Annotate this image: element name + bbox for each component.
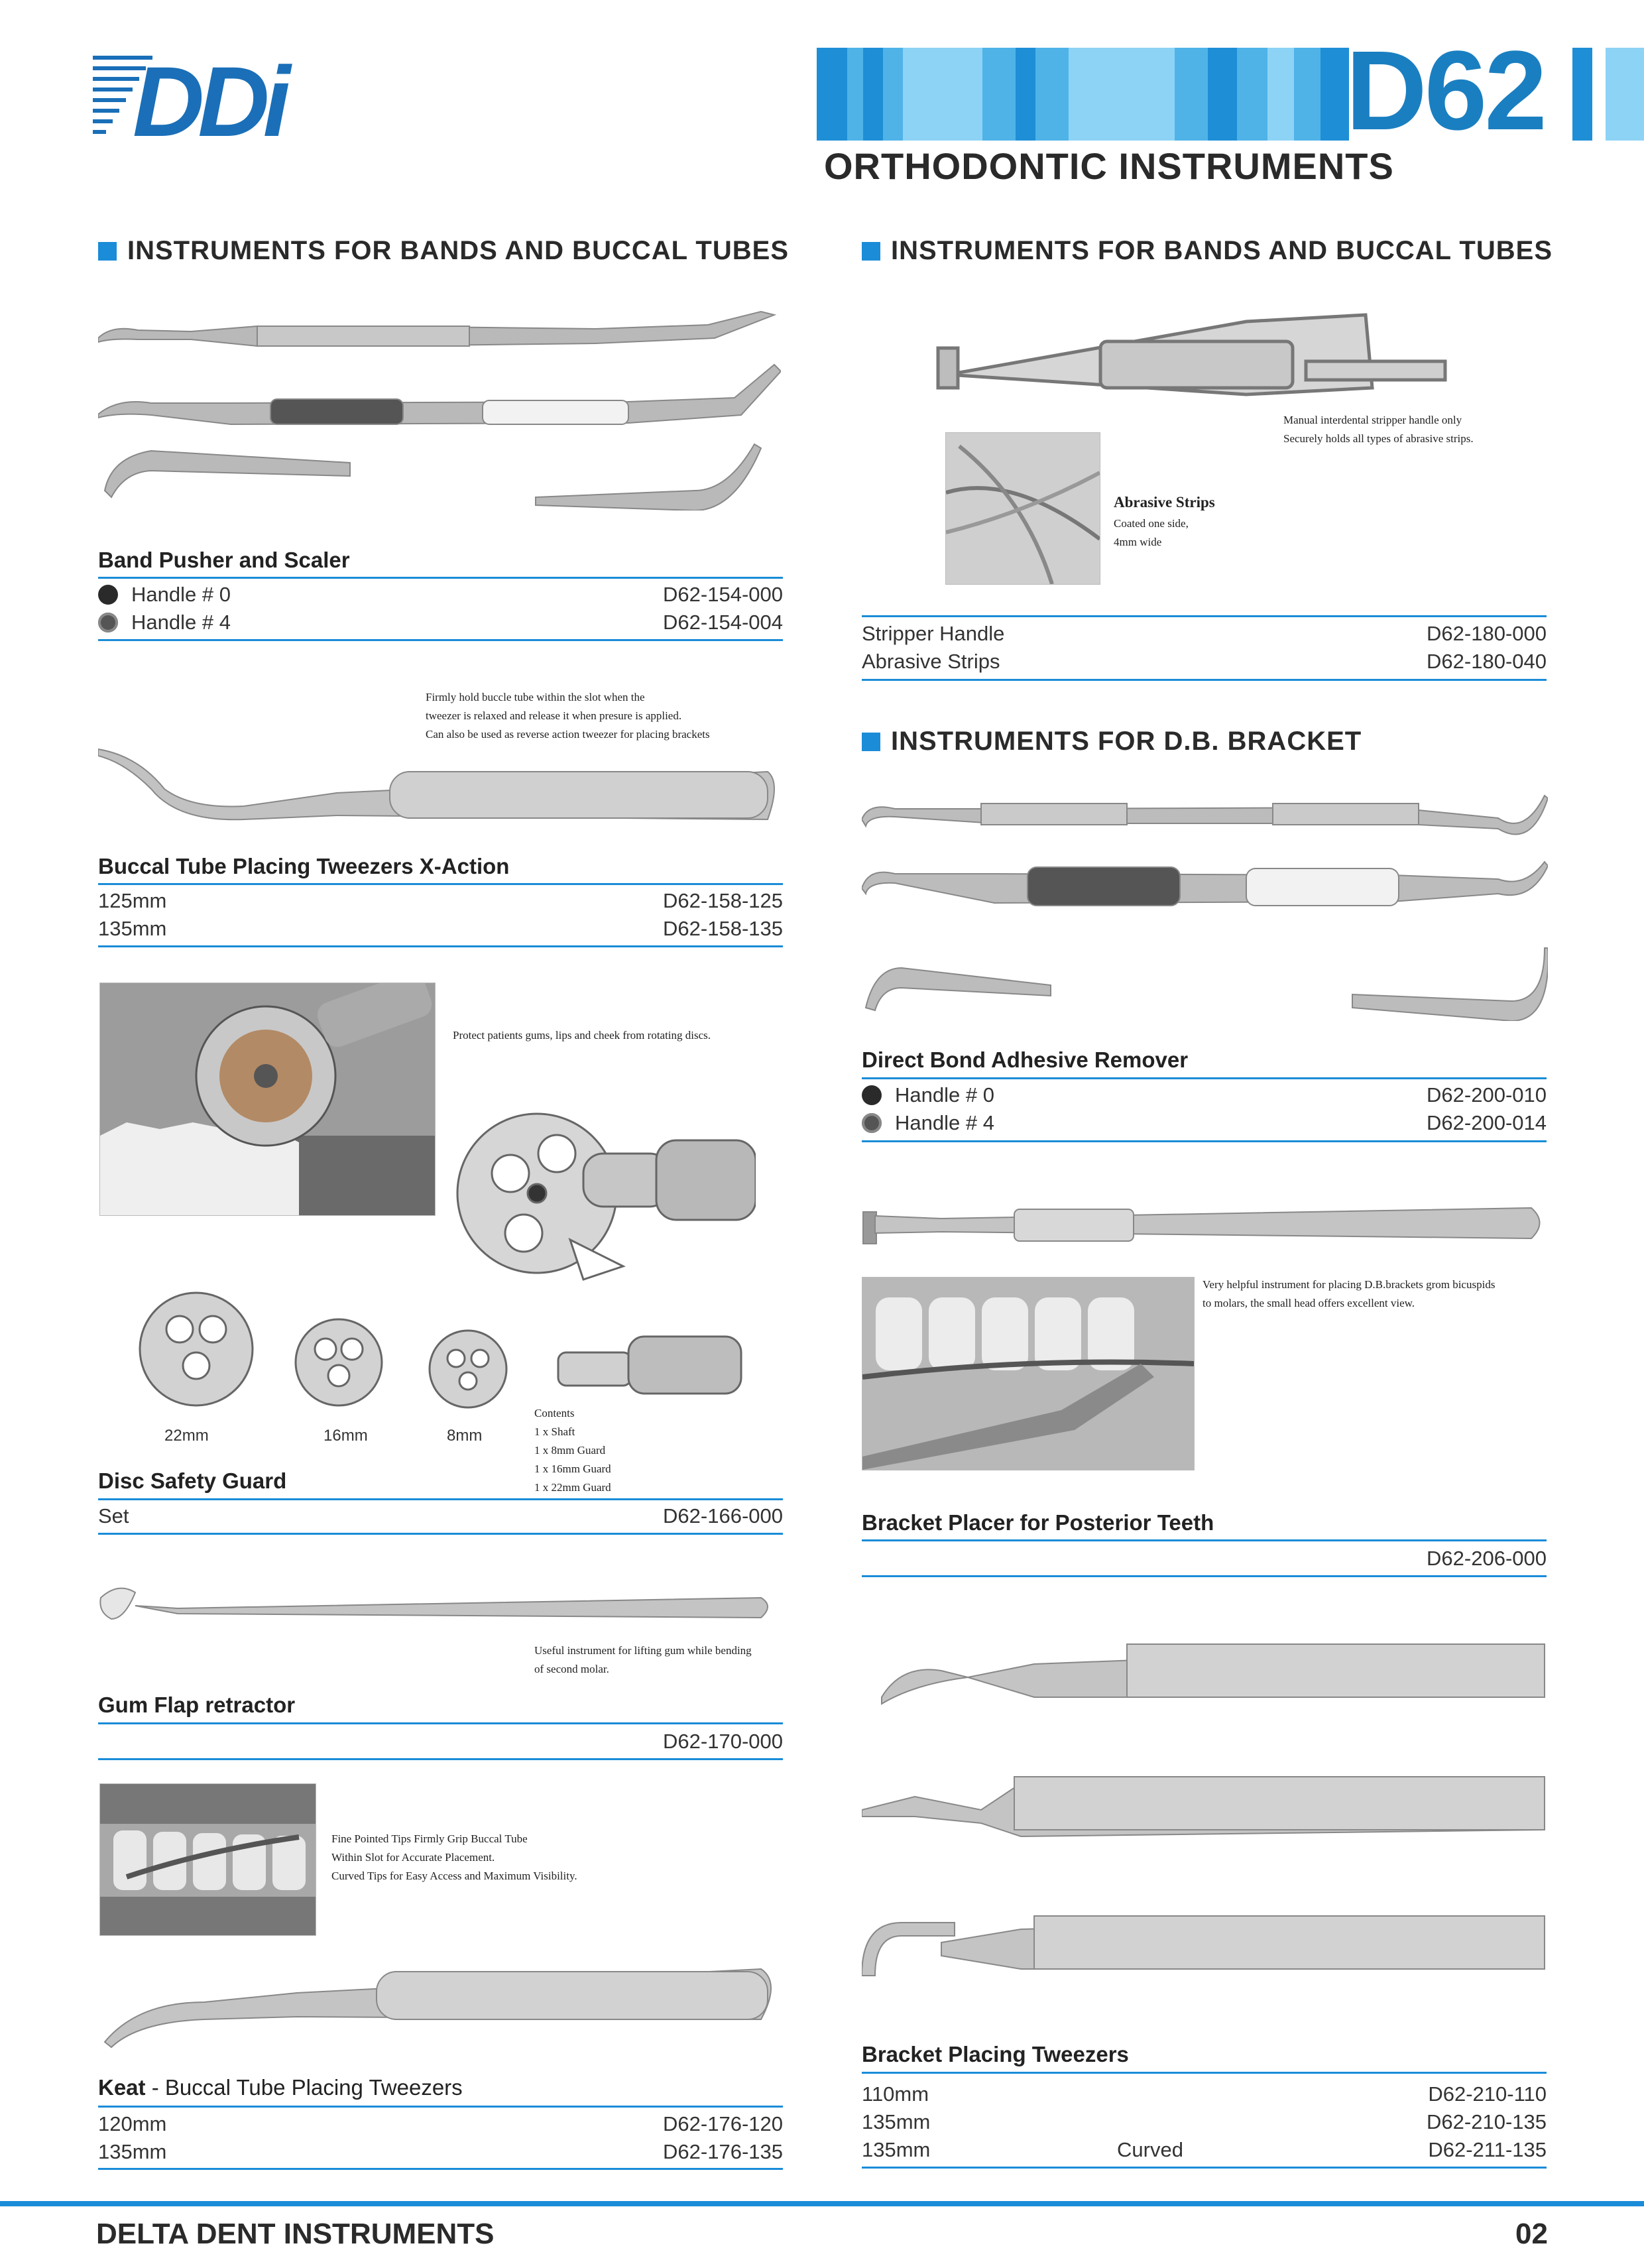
bracket-placer-photo (862, 1277, 1195, 1470)
product-code: D62-211-135 (1428, 2138, 1547, 2161)
disc-guard-note: Protect patients gums, lips and cheek from rotating discs. (453, 1029, 711, 1042)
rule (862, 2167, 1547, 2169)
rule (98, 577, 783, 579)
catalog-code: D62 (1346, 28, 1545, 154)
abrasive-strips-photo (945, 432, 1100, 585)
bracket-tweezers-image (862, 1638, 1548, 2009)
product-code: D62-200-014 (1427, 1111, 1547, 1134)
stripper-handle-image (935, 302, 1452, 404)
rule (862, 1077, 1547, 1079)
rule (862, 1140, 1547, 1142)
disc-guard-sizes-image (130, 1289, 528, 1422)
disc-guard-shaft-image (451, 1094, 756, 1293)
table-row: 135mm D62-210-135 (862, 2110, 1547, 2133)
gum-flap-image (98, 1579, 781, 1639)
bracket-tweezers-title: Bracket Placing Tweezers (862, 2042, 1129, 2066)
svg-text:DDi: DDi (133, 46, 284, 146)
table-row (862, 1545, 1547, 1573)
bracket-tweezers-table (862, 2080, 1547, 2164)
footer-company: DELTA DENT INSTRUMENTS (96, 2218, 495, 2250)
table-row: Handle # 0 D62-154-000 (98, 581, 783, 609)
product-code: D62-180-000 (1427, 622, 1547, 645)
table-row: Stripper Handle D62-180-000 (862, 622, 1547, 645)
handle-color-dot (98, 613, 118, 632)
disc-guard-contents: Contents 1 x Shaft 1 x 8mm Guard 1 x 16mm Guard 1 x 22mm Guard (534, 1407, 611, 1494)
table-row: 135mm Curved D62-211-135 (862, 2138, 1547, 2161)
table-row (98, 1728, 783, 1756)
product-code: D62-200-010 (1427, 1083, 1547, 1106)
section-bullet (98, 242, 117, 261)
table-row: Handle # 0 D62-200-010 (862, 1081, 1547, 1109)
adhesive-remover-image (862, 789, 1548, 1021)
rule (98, 2106, 783, 2108)
product-code: D62-158-135 (663, 917, 783, 940)
stripper-table (862, 620, 1547, 676)
handle-color-dot (98, 585, 118, 605)
disc-guard-photo (99, 983, 436, 1216)
disc-guard-table (98, 1502, 783, 1530)
bracket-placer-image (862, 1199, 1548, 1252)
table-row: 125mm D62-158-125 (98, 889, 783, 912)
product-code: D62-210-135 (1427, 2110, 1547, 2133)
adhesive-remover-title: Direct Bond Adhesive Remover (862, 1047, 1189, 1072)
product-code: D62-166-000 (663, 1504, 783, 1527)
gum-flap-table (98, 1728, 783, 1756)
section-heading-bands-right: INSTRUMENTS FOR BANDS AND BUCCAL TUBES (862, 236, 1553, 266)
band-pusher-table (98, 581, 783, 636)
section-bullet (862, 242, 880, 261)
rule (98, 639, 783, 641)
keat-photo (99, 1783, 316, 1936)
bracket-placer-title: Bracket Placer for Posterior Teeth (862, 1510, 1214, 1535)
stripper-note: Manual interdental stripper handle only Securely holds all types of abrasive strips. (1283, 414, 1474, 445)
rule (98, 1722, 783, 1724)
size-label-8: 8mm (447, 1427, 483, 1445)
product-code: D62-154-000 (663, 583, 783, 606)
ddi-logo (93, 46, 345, 146)
product-code: D62-210-110 (1428, 2082, 1547, 2106)
table-row: Abrasive Strips D62-180-040 (862, 650, 1547, 673)
rule (98, 883, 783, 885)
table-row: 135mm D62-176-135 (98, 2140, 783, 2163)
rule (862, 679, 1547, 681)
abrasive-strips-note: Coated one side, 4mm wide (1114, 517, 1189, 548)
abrasive-strips-title: Abrasive Strips (1114, 494, 1215, 510)
product-code: D62-170-000 (663, 1730, 783, 1753)
buccal-tweezers-note: Firmly hold buccle tube within the slot when the tweezer is relaxed and release it when presure is applied. Can also be used as reverse action tweezer for placing brackets (426, 691, 710, 741)
section-heading-bands-left: INSTRUMENTS FOR BANDS AND BUCCAL TUBES (98, 236, 789, 266)
table-row: 110mm D62-210-110 (862, 2082, 1547, 2106)
product-code: D62-206-000 (1427, 1547, 1547, 1570)
buccal-tweezers-image (98, 743, 781, 829)
rule (862, 2072, 1547, 2074)
size-label-22: 22mm (164, 1427, 209, 1445)
product-code: D62-180-040 (1427, 650, 1547, 673)
product-code: D62-176-135 (663, 2140, 783, 2163)
rule (98, 1498, 783, 1500)
section-heading-db-bracket: INSTRUMENTS FOR D.B. BRACKET (862, 727, 1362, 756)
keat-note: Fine Pointed Tips Firmly Grip Buccal Tube Within Slot for Accurate Placement. Curved Tips for Easy Access and Maximum Visibility. (331, 1832, 577, 1882)
rule (862, 1539, 1547, 1541)
rule (98, 2168, 783, 2170)
bracket-placer-table (862, 1545, 1547, 1573)
rule (98, 1533, 783, 1535)
buccal-tweezers-title: Buccal Tube Placing Tweezers X-Action (98, 854, 510, 878)
disc-guard-title: Disc Safety Guard (98, 1468, 287, 1493)
page-number: 02 (1515, 2218, 1548, 2250)
band-pusher-image (98, 298, 781, 510)
size-label-16: 16mm (323, 1427, 368, 1445)
footer-bar (0, 2201, 1644, 2206)
product-code: D62-176-120 (663, 2112, 783, 2135)
rule (862, 615, 1547, 617)
rule (862, 1575, 1547, 1577)
band-pusher-title: Band Pusher and Scaler (98, 548, 350, 572)
table-row: 135mm D62-158-135 (98, 917, 783, 940)
keat-tweezers-image (98, 1956, 781, 2049)
gum-flap-title: Gum Flap retractor (98, 1693, 296, 1717)
handle-color-dot (862, 1113, 882, 1133)
table-row: Set D62-166-000 (98, 1504, 783, 1527)
bracket-placer-note: Very helpful instrument for placing D.B.brackets grom bicuspids to molars, the small head offers excellent view. (1203, 1278, 1496, 1309)
disc-guard-shaft-part-image (556, 1326, 754, 1399)
table-row: Handle # 4 D62-200-014 (862, 1109, 1547, 1137)
product-code: D62-158-125 (663, 889, 783, 912)
table-row: 120mm D62-176-120 (98, 2112, 783, 2135)
section-bullet (862, 733, 880, 751)
table-row: Handle # 4 D62-154-004 (98, 609, 783, 636)
buccal-tweezers-table (98, 887, 783, 943)
rule (98, 945, 783, 947)
keat-table (98, 2110, 783, 2166)
adhesive-remover-table (862, 1081, 1547, 1137)
rule (98, 1758, 783, 1760)
product-code: D62-154-004 (663, 611, 783, 634)
keat-title: Keat - Buccal Tube Placing Tweezers (98, 2075, 463, 2100)
gum-flap-note: Useful instrument for lifting gum while bending of second molar. (534, 1644, 752, 1675)
handle-color-dot (862, 1085, 882, 1105)
catalog-title: ORTHODONTIC INSTRUMENTS (824, 145, 1394, 187)
